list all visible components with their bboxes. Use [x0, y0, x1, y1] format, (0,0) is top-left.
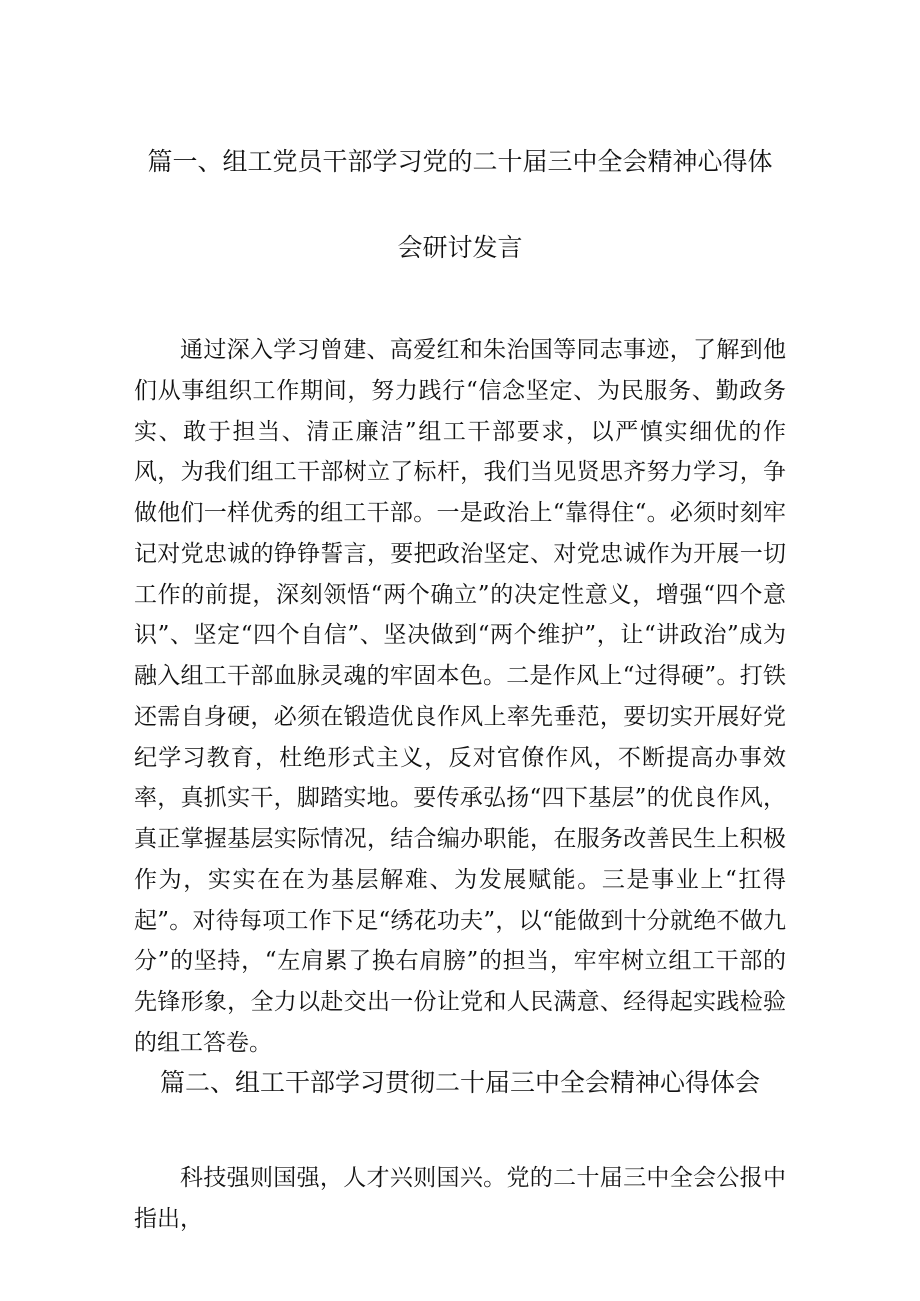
section2-title: 篇二、组工干部学习贯彻二十届三中全会精神心得体会 [159, 1068, 760, 1097]
section2-paragraph: 科技强则国强，人才兴则国兴。党的二十届三中全会公报中指出， [134, 1165, 786, 1232]
section1-title-line2: 会研讨发言 [397, 233, 523, 262]
section1-paragraph: 通过深入学习曾建、高爱红和朱治国等同志事迹，了解到他们从事组织工作期间，努力践行“信念坚定、为民服务、勤政务实、敢于担当、清正廉洁”组工干部要求，以严慎实细优的作风，为我们组工干部树立了标杆，我们当见贤思齐努力学习，争做他们一样优秀的组工干部。一是政治上“靠得住“。必须时刻牢记对党忠诚的铮铮誓言，要把政治坚定、对党忠诚作为开展一切工作的前提，深刻领悟“两个确立”的决定性意义，增强“四个意识”、坚定“四个自信”、坚决做到“两个维护”，让“讲政治”成为融入组工干部血脉灵魂的牢固本色。二是作风上“过得硬”。打铁还需自身硬，必须在锻造优良作风上率先垂范，要切实开展好党纪学习教育，杜绝形式主义，反对官僚作风，不断提高办事效率，真抓实干，脚踏实地。要传承弘扬“四下基层”的优良作风，真正掌握基层实际情况，结合编办职能，在服务改善民生上积极作为，实实在在为基层解难、为发展赋能。三是事业上“扛得起”。对待每项工作下足“绣花功夫”，以“能做到十分就绝不做九分”的坚持，“左肩累了换右肩膀”的担当，牢牢树立组工干部的先锋形象，全力以赴交出一份让党和人民满意、经得起实践检验的组工答卷。 [134, 337, 786, 1056]
section1-title-line1: 篇一、组工党员干部学习党的二十届三中全会精神心得体 [147, 147, 773, 176]
